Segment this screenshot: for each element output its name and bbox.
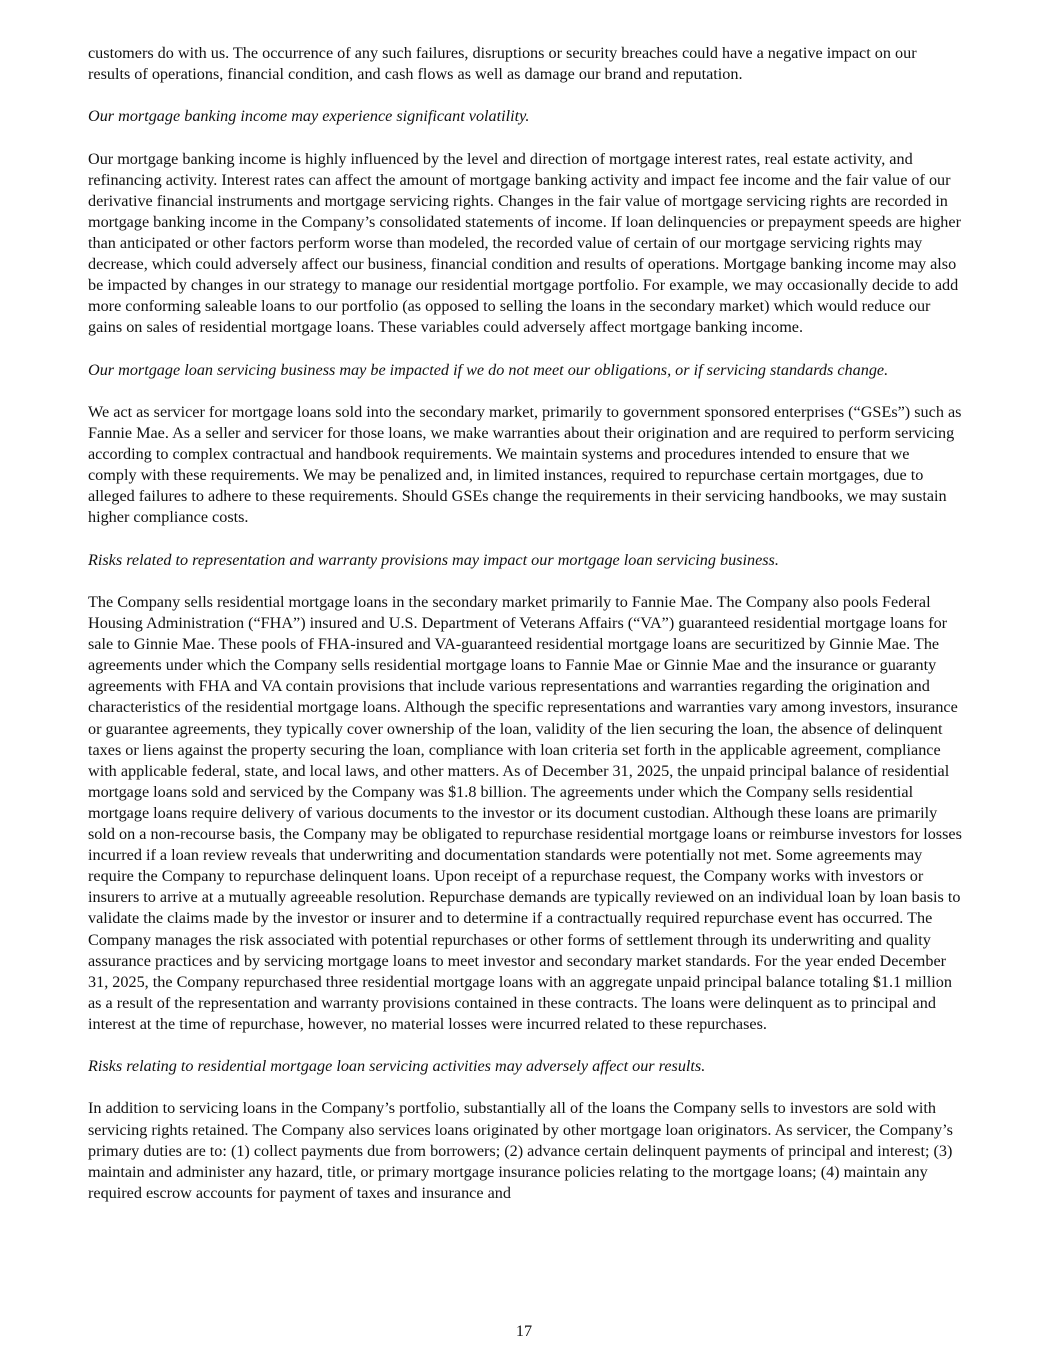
section-heading-servicing-activities: Risks relating to residential mortgage loan servicing activities may adversely affect our results. bbox=[88, 1057, 706, 1076]
paragraph-representation-warranty: The Company sells residential mortgage loans in the secondary market primarily to Fannie Mae. The Company also pools Federal Housing Administration (“FHA”) insured and U.S. Department of Veterans Affairs (“VA”) guaranteed residential mortgage loans for sale to Ginnie Mae. These pools of FHA-insured and VA-guaranteed residential mortgage loans are securitized by Ginnie Mae. The agreements under which the Company sells residential mortgage loans to Fannie Mae or Ginnie Mae and the insurance or guaranty agreements with FHA and VA contain provisions that include various representations and warranties regarding the origination and characteristics of the residential mortgage loans. Although the specific representations and warranties vary among investors, insurance or guarantee agreements, they typically cover ownership of the loan, validity of the lien securing the loan, the absence of delinquent taxes or liens against the property securing the loan, compliance with loan criteria set forth in the applicable agreement, compliance with applicable federal, state, and local laws, and other matters. As of December 31, 2025, the unpaid principal balance of residential mortgage loans sold and serviced by the Company was $1.8 billion. The agreements under which the Company sells residential mortgage loans require delivery of various documents to the investor or its document custodian. Although these loans are primarily sold on a non-recourse basis, the Company may be obligated to repurchase residential mortgage loans or reimburse investors for losses incurred if a loan review reveals that underwriting and documentation standards were potentially not met. Some agreements may require the Company to repurchase delinquent loans. Upon receipt of a repurchase request, the Company works with investors or insurers to arrive at a mutually agreeable resolution. Repurchase demands are typically reviewed on an individual loan by loan basis to validate the claims made by the investor or insurer and to determine if a contractually required repurchase event has occurred. The Company manages the risk associated with potential repurchases or other forms of settlement through its underwriting and quality assurance practices and by servicing mortgage loans to meet investor and secondary market standards. For the year ended December 31, 2025, the Company repurchased three residential mortgage loans with an aggregate unpaid principal balance totaling $1.1 million as a result of the representation and warranty provisions contained in these contracts. The loans were delinquent as to principal and interest at the time of repurchase, however, no material losses were incurred related to these repurchases. bbox=[88, 593, 962, 1033]
paragraph-mortgage-banking-income: Our mortgage banking income is highly influenced by the level and direction of mortgage interest rates, real estate activity, and refinancing activity. Interest rates can affect the amount of mortgage banking activity and impact fee income and the fair value of our derivative financial instruments and mortgage servicing rights. Changes in the fair value of mortgage servicing rights are recorded in mortgage banking income in the Company’s consolidated statements of income. If loan delinquencies or prepayment speeds are higher than anticipated or other factors perform worse than modeled, the recorded value of certain of our mortgage servicing rights may decrease, which could adversely affect our business, financial condition and results of operations. Mortgage banking income may also be impacted by changes in our strategy to manage our residential mortgage portfolio. For example, we may occasionally decide to add more conforming saleable loans to our portfolio (as opposed to selling the loans in the secondary market) which would reduce our gains on sales of residential mortgage loans. These variables could adversely affect mortgage banking income. bbox=[88, 149, 961, 337]
section-heading-loan-servicing-obligations: Our mortgage loan servicing business may be impacted if we do not meet our obligations, or if servicing standards change. bbox=[88, 360, 889, 379]
paragraph-continued: customers do with us. The occurrence of any such failures, disruptions or security breaches could have a negative impact on our results of operations, financial condition, and cash flows as well as damage our brand and reputation. bbox=[88, 44, 917, 84]
section-heading-representation-warranty: Risks related to representation and warranty provisions may impact our mortgage loan servicing business. bbox=[88, 550, 779, 569]
document-body bbox=[88, 43, 962, 1225]
page-number: 17 bbox=[515, 1322, 533, 1340]
paragraph-servicing-activities: In addition to servicing loans in the Company’s portfolio, substantially all of the loans the Company sells to investors are sold with servicing rights retained. The Company also services loans originated by other mortgage loan originators. As servicer, the Company’s primary duties are to: (1) collect payments due from borrowers; (2) advance certain delinquent payments of principal and interest; (3) maintain and administer any hazard, title, or primary mortgage insurance policies relating to the mortgage loans; (4) maintain any required escrow accounts for payment of taxes and insurance and bbox=[88, 1099, 953, 1202]
paragraph-loan-servicing-obligations: We act as servicer for mortgage loans sold into the secondary market, primarily to government sponsored enterprises (“GSEs”) such as Fannie Mae. As a seller and servicer for those loans, we make warranties about their origination and are required to perform servicing according to complex contractual and handbook requirements. We maintain systems and procedures intended to ensure that we comply with these requirements. We may be penalized and, in limited instances, required to repurchase certain mortgages, due to alleged failures to adhere to these requirements. Should GSEs change the requirements in their servicing handbooks, we may sustain higher compliance costs. bbox=[88, 402, 962, 527]
section-heading-mortgage-banking-income: Our mortgage banking income may experience significant volatility. bbox=[88, 107, 530, 126]
